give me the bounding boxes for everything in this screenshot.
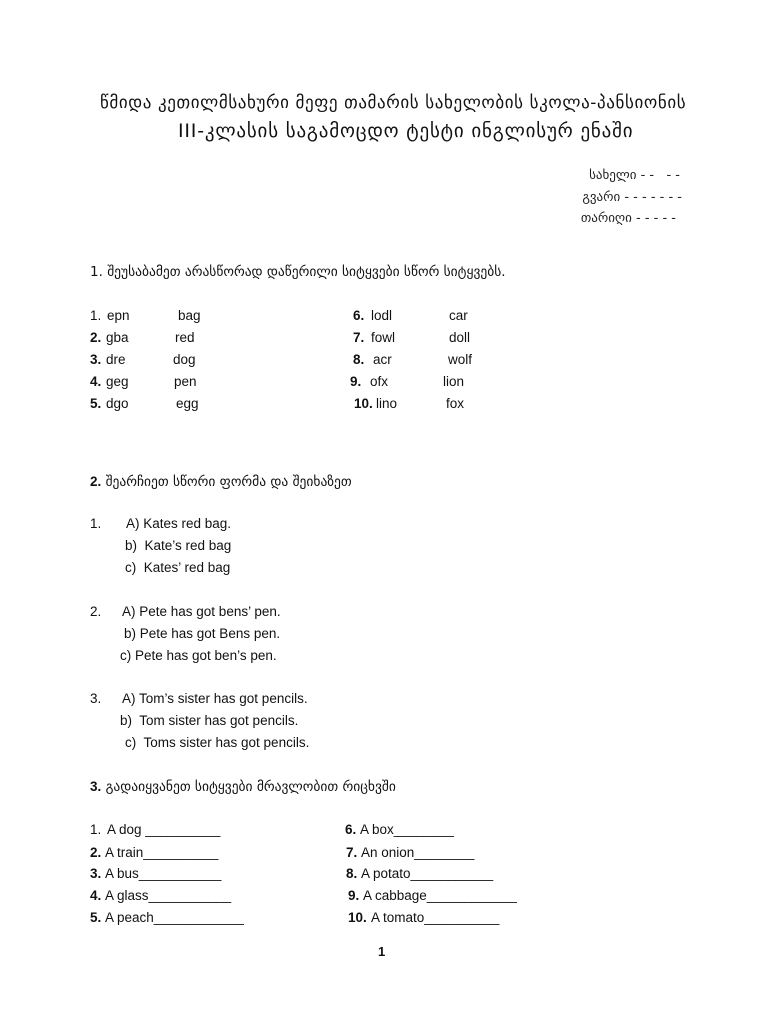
school-title: წმიდა კეთილმსახური მეფე თამარის სახელობის სკოლა-პანსიონის [100, 93, 687, 113]
section1-number: 1. [90, 264, 103, 280]
section2-title: შეარჩიეთ სწორი ფორმა და შეიხაზეთ [105, 474, 352, 490]
plural-prompt: A box________ [360, 822, 454, 837]
scrambled-word: dre [106, 352, 126, 367]
item-number: 2. [90, 845, 102, 860]
item-number: 1. [90, 822, 102, 837]
plural-prompt: A bus___________ [105, 866, 222, 881]
option-a: A) Kates red bag. [126, 516, 232, 531]
option-b: b) Tom sister has got pencils. [120, 713, 299, 728]
plural-prompt: A train__________ [105, 845, 219, 860]
scrambled-word: acr [373, 352, 392, 367]
correct-word: bag [178, 308, 201, 323]
item-number: 2. [90, 330, 102, 345]
scrambled-word: gba [106, 330, 129, 345]
option-c: c) Pete has got ben’s pen. [120, 648, 277, 663]
item-number: 3. [90, 352, 102, 367]
scrambled-word: dgo [106, 396, 129, 411]
item-number: 7. [346, 845, 358, 860]
correct-word: doll [449, 330, 471, 345]
date-field: თარიღი - - - - - [580, 211, 676, 226]
section3-number: 3. [90, 779, 102, 794]
section2-number: 2. [90, 474, 102, 489]
item-number: 9. [350, 374, 362, 389]
item-number: 6. [353, 308, 365, 323]
surname-field: გვარი - - - - - - - [582, 190, 682, 205]
option-c: c) Kates’ red bag [125, 560, 231, 575]
test-title: III-კლასის საგამოცდო ტესტი ინგლისურ ენაში [178, 120, 634, 142]
item-number: 3. [90, 866, 102, 881]
item-number: 1. [90, 308, 102, 323]
option-a: A) Tom’s sister has got pencils. [122, 691, 308, 706]
correct-word: egg [176, 396, 199, 411]
item-number: 10. [354, 396, 373, 411]
correct-word: red [175, 330, 195, 345]
option-b: b) Kate’s red bag [125, 538, 232, 553]
item-number: 9. [348, 888, 360, 903]
section3-heading [90, 779, 396, 795]
plural-prompt: A glass___________ [105, 888, 232, 903]
item-number: 8. [353, 352, 365, 367]
item-number: 7. [353, 330, 365, 345]
scrambled-word: fowl [371, 330, 396, 345]
option-b: b) Pete has got Bens pen. [124, 626, 281, 641]
plural-prompt: A dog __________ [107, 822, 221, 837]
correct-word: car [449, 308, 468, 323]
section3-title: გადაიყვანეთ სიტყვები მრავლობით რიცხვში [105, 779, 396, 795]
name-field: სახელი - - - - [589, 168, 680, 183]
plural-prompt: A tomato__________ [371, 910, 500, 925]
section2-heading [90, 474, 352, 490]
correct-word: pen [174, 374, 197, 389]
plural-prompt: A potato___________ [361, 866, 494, 881]
scrambled-word: lino [376, 396, 398, 411]
option-a: A) Pete has got bens’ pen. [122, 604, 281, 619]
correct-word: lion [443, 374, 465, 389]
item-number: 4. [90, 888, 102, 903]
item-number: 5. [90, 910, 102, 925]
question-number: 2. [90, 604, 102, 619]
section1-heading [90, 264, 506, 280]
item-number: 5. [90, 396, 102, 411]
correct-word: fox [446, 396, 465, 411]
plural-prompt: An onion________ [361, 845, 475, 860]
plural-prompt: A peach____________ [105, 910, 244, 925]
correct-word: wolf [448, 352, 473, 367]
correct-word: dog [173, 352, 196, 367]
item-number: 4. [90, 374, 102, 389]
question-number: 1. [90, 516, 102, 531]
scrambled-word: ofx [370, 374, 389, 389]
item-number: 6. [345, 822, 357, 837]
scrambled-word: geg [106, 374, 129, 389]
option-c: c) Toms sister has got pencils. [125, 735, 310, 750]
plural-prompt: A cabbage____________ [363, 888, 517, 903]
scrambled-word: epn [107, 308, 130, 323]
question-number: 3. [90, 691, 102, 706]
page-number: 1 [378, 944, 386, 959]
item-number: 8. [346, 866, 358, 881]
section1-title: შეუსაბამეთ არასწორად დაწერილი სიტყვები სწორ სიტყვებს. [107, 264, 506, 280]
item-number: 10. [348, 910, 367, 925]
scrambled-word: lodl [371, 308, 393, 323]
